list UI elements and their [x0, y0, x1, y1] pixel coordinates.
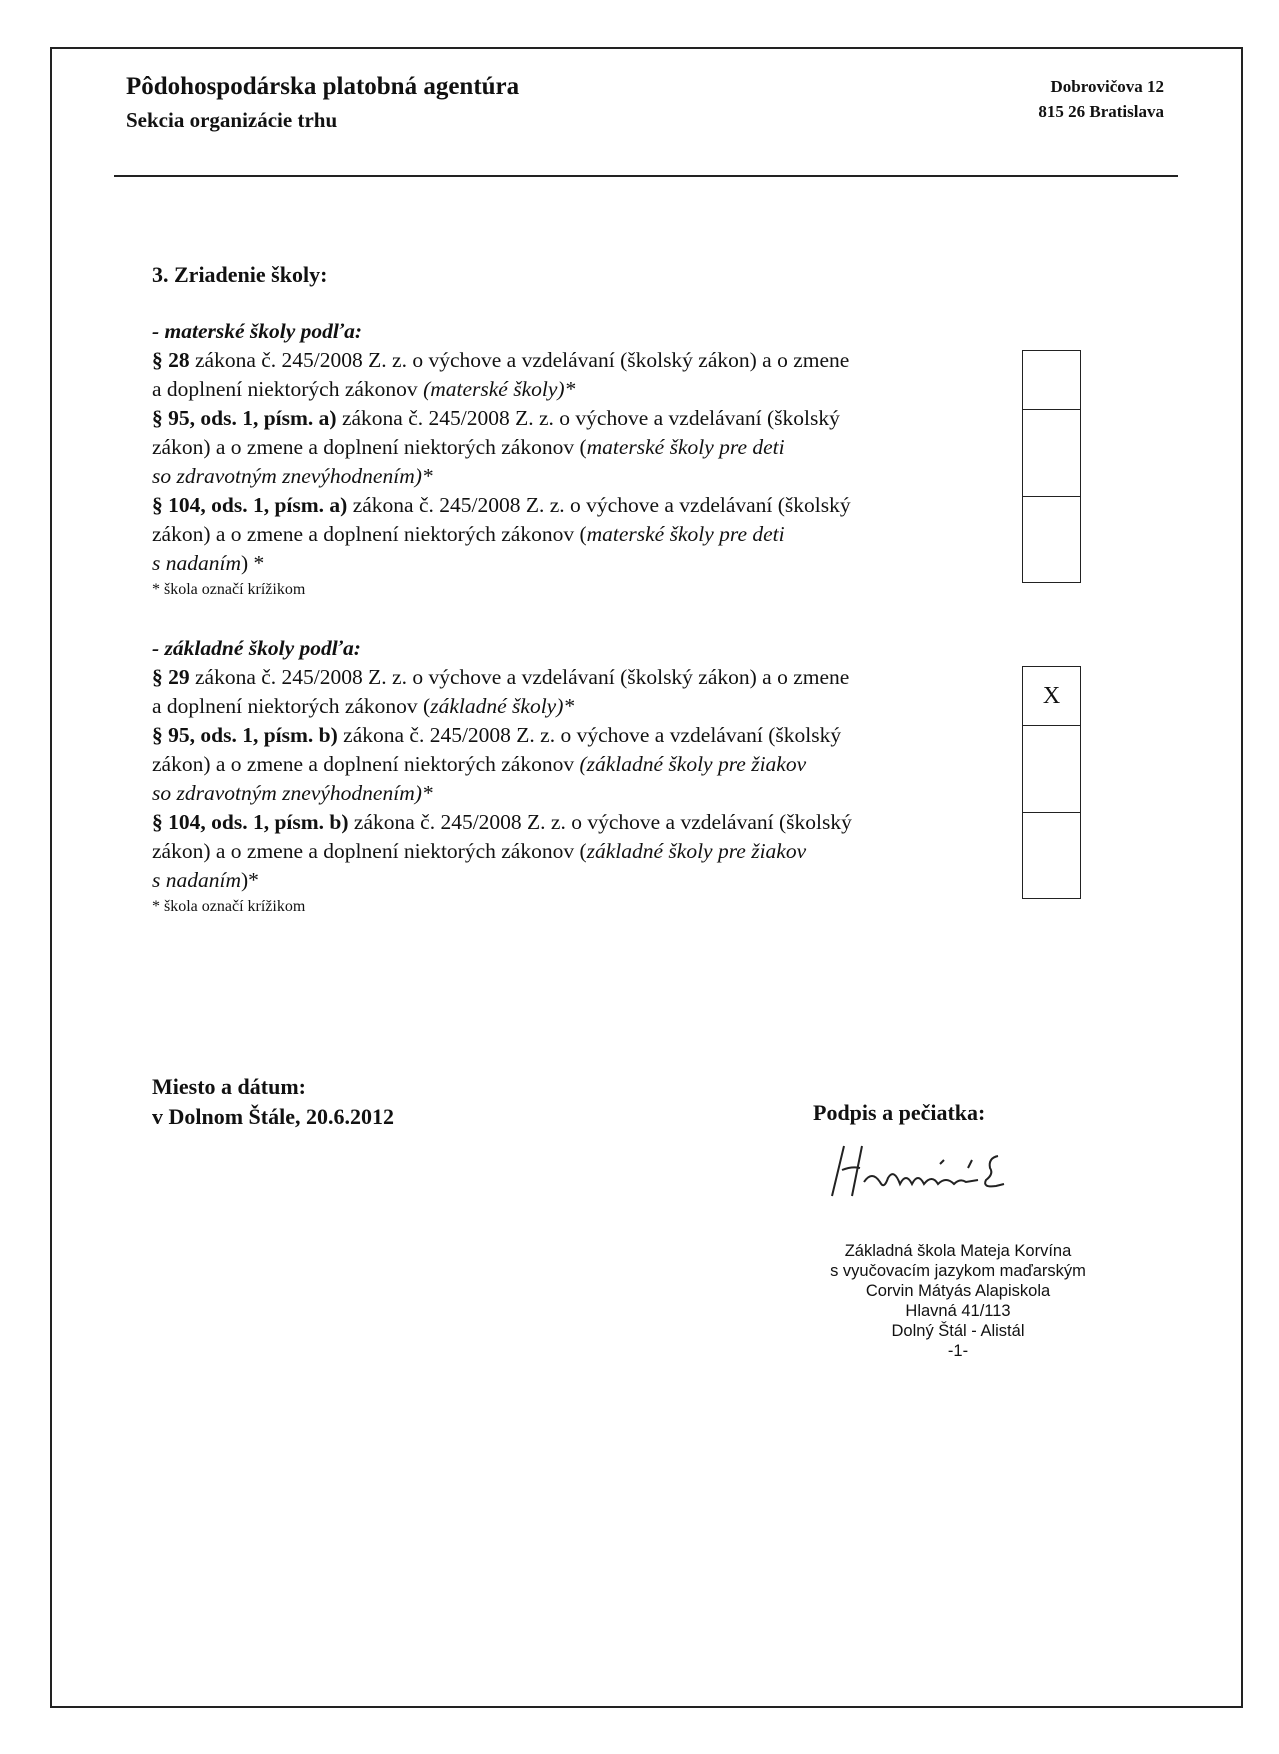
materske-checkbox-3[interactable]: [1022, 496, 1081, 583]
materske-item2-line3: so zdravotným znevýhodnením)*: [152, 464, 433, 488]
zakladne-heading: - základné školy podľa:: [152, 636, 361, 660]
zakladne-item3-line2: zákon) a o zmene a doplnení niektorých zákonov (základné školy pre žiakov: [152, 839, 807, 863]
place-date-block: [152, 1072, 394, 1132]
zakladne-item3-line3: s nadaním)*: [152, 868, 259, 892]
place-date-value: v Dolnom Štále, 20.6.2012: [152, 1104, 394, 1129]
school-stamp: [808, 1241, 1108, 1361]
materske-item1-line1: § 28 zákona č. 245/2008 Z. z. o výchove a vzdelávaní (školský zákon) a o zmene: [152, 348, 850, 372]
zakladne-item3-line1: § 104, ods. 1, písm. b) zákona č. 245/2008 Z. z. o výchove a vzdelávaní (školský: [152, 810, 852, 834]
agency-title: Pôdohospodárska platobná agentúra: [126, 73, 520, 100]
zakladne-item2-line1: § 95, ods. 1, písm. b) zákona č. 245/2008 Z. z. o výchove a vzdelávaní (školský: [152, 723, 842, 747]
zakladne-block: [152, 634, 1002, 919]
materske-item3-line3: s nadaním) *: [152, 551, 265, 575]
stamp-line: Hlavná 41/113: [905, 1302, 1011, 1320]
agency-address: [1038, 74, 1164, 124]
zakladne-note: * škola označí krížikom: [152, 898, 306, 915]
section-title: 3. Zriadenie školy:: [152, 262, 328, 287]
header-divider: [114, 175, 1178, 177]
materske-block: [152, 317, 1002, 602]
page-number: -1-: [947, 1342, 969, 1360]
zakladne-item1-line2: a doplnení niektorých zákonov (základné školy)*: [152, 694, 575, 718]
stamp-line: Základná škola Mateja Korvína: [844, 1242, 1072, 1260]
handwritten-signature: [822, 1138, 1052, 1208]
zakladne-item2-line2: zákon) a o zmene a doplnení niektorých zákonov (základné školy pre žiakov: [152, 752, 807, 776]
stamp-line: Corvin Mátyás Alapiskola: [865, 1282, 1051, 1300]
zakladne-checkbox-1[interactable]: X: [1022, 666, 1081, 726]
zakladne-item1-line1: § 29 zákona č. 245/2008 Z. z. o výchove a vzdelávaní (školský zákon) a o zmene: [152, 665, 850, 689]
stamp-line: Dolný Štál - Alistál: [891, 1322, 1025, 1340]
materske-item3-line1: § 104, ods. 1, písm. a) zákona č. 245/2008 Z. z. o výchove a vzdelávaní (školský: [152, 493, 851, 517]
materske-heading: - materské školy podľa:: [152, 319, 363, 343]
materske-item1-line2: a doplnení niektorých zákonov (materské školy)*: [152, 377, 576, 401]
address-city: 815 26 Bratislava: [1038, 102, 1164, 121]
zakladne-checkbox-2[interactable]: [1022, 725, 1081, 813]
place-date-label: Miesto a dátum:: [152, 1074, 306, 1099]
materske-item3-line2: zákon) a o zmene a doplnení niektorých zákonov (materské školy pre deti: [152, 522, 785, 546]
materske-item2-line1: § 95, ods. 1, písm. a) zákona č. 245/2008 Z. z. o výchove a vzdelávaní (školský: [152, 406, 840, 430]
materske-note: * škola označí krížikom: [152, 581, 306, 598]
signature-label: Podpis a pečiatka:: [813, 1100, 986, 1125]
zakladne-checkbox-3[interactable]: [1022, 812, 1081, 899]
agency-section: Sekcia organizácie trhu: [126, 108, 338, 132]
materske-checkbox-2[interactable]: [1022, 409, 1081, 497]
materske-checkbox-1[interactable]: [1022, 350, 1081, 410]
zakladne-item2-line3: so zdravotným znevýhodnením)*: [152, 781, 433, 805]
materske-item2-line2: zákon) a o zmene a doplnení niektorých zákonov (materské školy pre deti: [152, 435, 785, 459]
stamp-line: s vyučovacím jazykom maďarským: [830, 1262, 1086, 1280]
address-street: Dobrovičova 12: [1050, 77, 1164, 96]
